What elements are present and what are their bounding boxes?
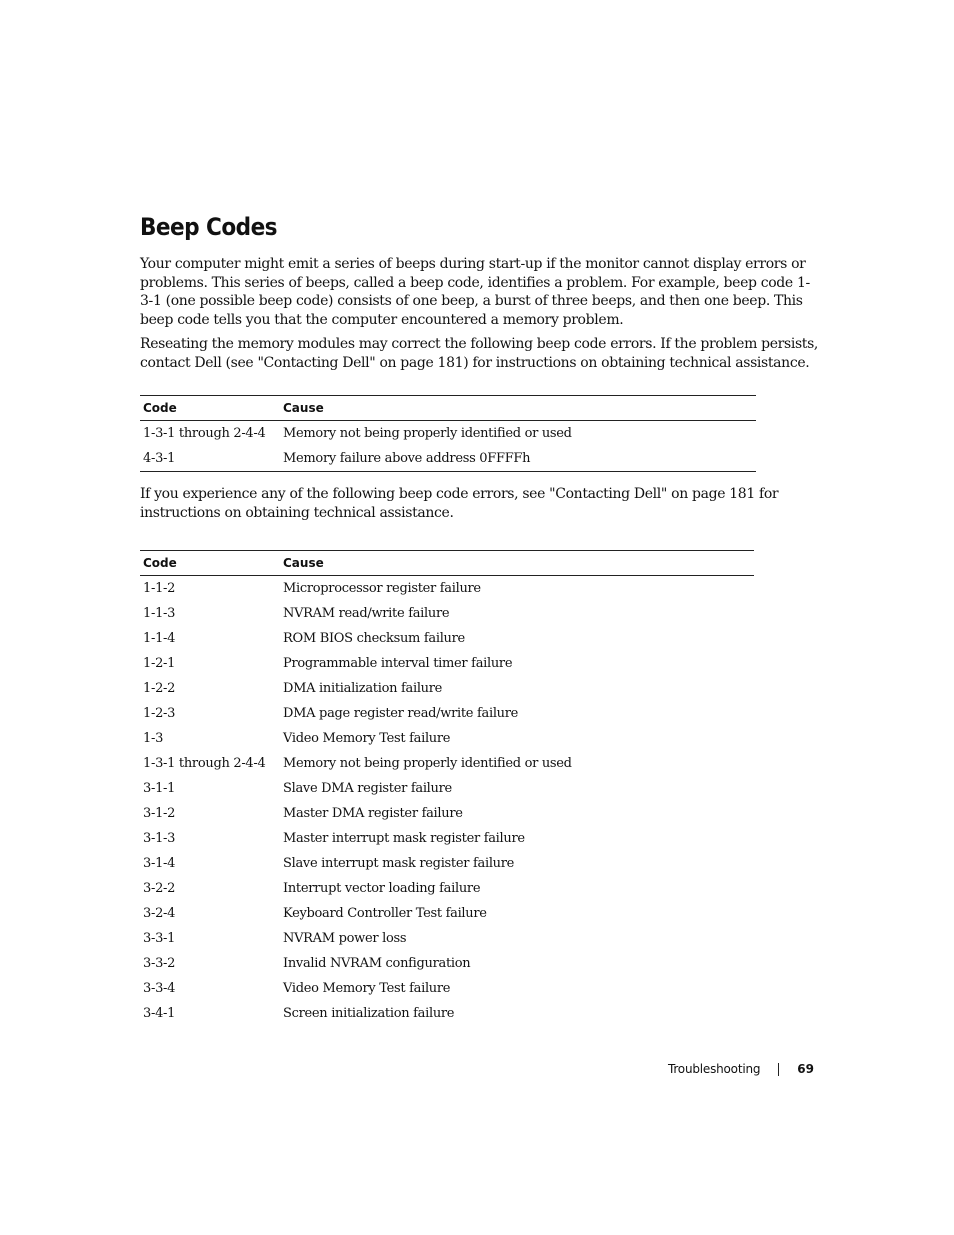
beep-code-cell: 1-1-2 (143, 581, 176, 596)
beep-code-cell: 3-2-4 (143, 906, 176, 921)
code-column-header: Code (140, 551, 280, 576)
cause-cell: NVRAM read/write failure (283, 606, 450, 621)
table-header-row (140, 551, 754, 576)
page-footer (668, 1062, 814, 1076)
beep-code-cell: 1-2-1 (143, 656, 176, 671)
cause-cell: Interrupt vector loading failure (283, 881, 481, 896)
cause-column-header: Cause (280, 396, 756, 421)
beep-code-cell: 3-1-4 (143, 856, 176, 871)
cause-cell: Microprocessor register failure (283, 581, 481, 596)
cause-cell: ROM BIOS checksum failure (283, 631, 465, 646)
intro-paragraph: Your computer might emit a series of beeps during start-up if the monitor cannot display errors or problems. This series of beeps, called a beep code, identifies a problem. For example, beep code 1-3-1 (one possible beep code) consists of one beep, a burst of three beeps, and then one beep. This beep code tells you that the computer encountered a memory problem. (140, 256, 810, 328)
code-column-header: Code (140, 396, 280, 421)
table-row (140, 751, 754, 776)
table-row (140, 701, 754, 726)
table-row (140, 601, 754, 626)
beep-code-cell: 1-1-3 (143, 606, 176, 621)
cause-cell: DMA initialization failure (283, 681, 443, 696)
beep-code-cell: 3-3-2 (143, 956, 176, 971)
beep-code-cell: 1-2-3 (143, 706, 176, 721)
table-row (140, 421, 756, 447)
beep-code-cell: 3-1-2 (143, 806, 176, 821)
table-row (140, 901, 754, 926)
cause-cell: Video Memory Test failure (283, 731, 451, 746)
table-row (140, 976, 754, 1001)
reseat-paragraph: Reseating the memory modules may correct the following beep code errors. If the problem persists, contact Dell (see "Contacting Dell" on page 181) for instructions on obtaining technical assistance. (140, 336, 819, 371)
table-row (140, 851, 754, 876)
beep-code-cell: 3-4-1 (143, 1006, 176, 1021)
cause-cell: Memory failure above address 0FFFFh (283, 451, 531, 466)
table-row (140, 446, 756, 472)
beep-code-cell: 3-1-1 (143, 781, 176, 796)
beep-code-cell: 1-3-1 through 2-4-4 (143, 756, 266, 771)
table-row (140, 951, 754, 976)
beep-code-cell: 1-1-4 (143, 631, 176, 646)
table-row (140, 776, 754, 801)
table-row (140, 1001, 754, 1026)
table-row (140, 801, 754, 826)
table-row (140, 876, 754, 901)
table-row (140, 576, 754, 602)
cause-cell: Programmable interval timer failure (283, 656, 513, 671)
cause-cell: Invalid NVRAM configuration (283, 956, 471, 971)
other-errors-paragraph: If you experience any of the following beep code errors, see "Contacting Dell" on page 181 for instructions on obtaining technical assistance. (140, 486, 779, 521)
table-row (140, 726, 754, 751)
footer-divider (778, 1063, 779, 1076)
page-number: 69 (797, 1062, 814, 1076)
beep-code-cell: 1-3 (143, 731, 164, 746)
beep-code-cell: 3-3-1 (143, 931, 176, 946)
footer-section-title: Troubleshooting (667, 1062, 761, 1076)
table-row (140, 926, 754, 951)
table-row (140, 676, 754, 701)
memory-beep-code-table (140, 395, 756, 472)
cause-column-header: Cause (280, 551, 754, 576)
cause-cell: Memory not being properly identified or used (283, 426, 572, 441)
page-title: Beep Codes (140, 213, 278, 241)
table-header-row (140, 396, 756, 421)
beep-code-cell: 1-3-1 through 2-4-4 (143, 426, 266, 441)
cause-cell: Slave interrupt mask register failure (283, 856, 515, 871)
cause-cell: DMA page register read/write failure (283, 706, 519, 721)
beep-code-cell: 3-2-2 (143, 881, 176, 896)
table-row (140, 626, 754, 651)
beep-code-cell: 3-3-4 (143, 981, 176, 996)
cause-cell: Master DMA register failure (283, 806, 463, 821)
beep-code-cell: 1-2-2 (143, 681, 176, 696)
table-row (140, 651, 754, 676)
table-row (140, 826, 754, 851)
cause-cell: Screen initialization failure (283, 1006, 455, 1021)
cause-cell: Keyboard Controller Test failure (283, 906, 487, 921)
error-beep-code-table (140, 550, 754, 1026)
cause-cell: NVRAM power loss (283, 931, 407, 946)
cause-cell: Master interrupt mask register failure (283, 831, 525, 846)
cause-cell: Slave DMA register failure (283, 781, 452, 796)
beep-code-cell: 4-3-1 (143, 451, 176, 466)
cause-cell: Memory not being properly identified or used (283, 756, 572, 771)
beep-code-cell: 3-1-3 (143, 831, 176, 846)
cause-cell: Video Memory Test failure (283, 981, 451, 996)
